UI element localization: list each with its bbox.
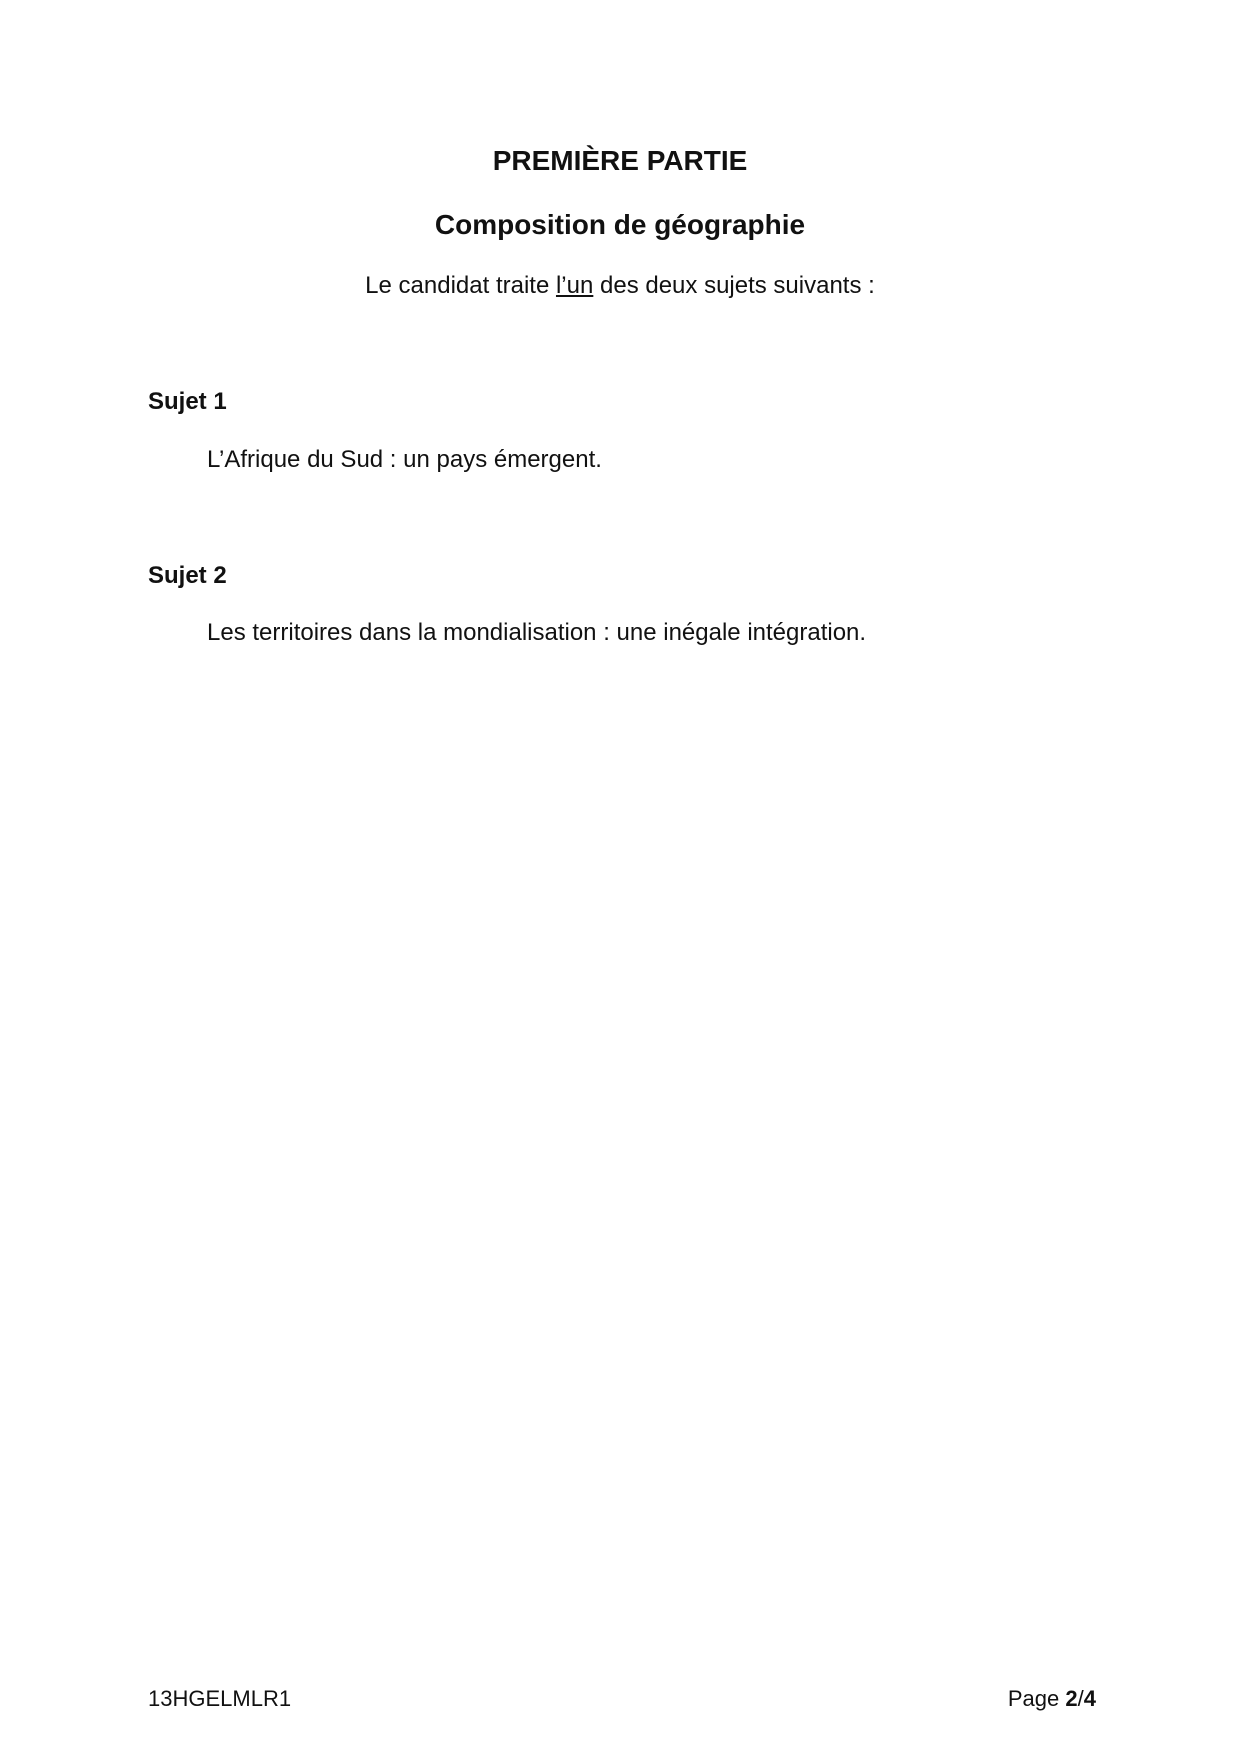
subject-2-text: Les territoires dans la mondialisation : une inégale intégration. xyxy=(207,619,867,646)
page-number xyxy=(1008,1686,1096,1712)
instruction-after: des deux sujets suivants : xyxy=(593,272,875,299)
document-code: 13HGELMLR1 xyxy=(148,1686,292,1711)
part-title: PREMIÈRE PARTIE xyxy=(492,145,748,176)
subject-1-text: L’Afrique du Sud : un pays émergent. xyxy=(207,446,602,473)
instruction-underlined: l’un xyxy=(555,272,594,299)
subject-1-label: Sujet 1 xyxy=(148,388,227,415)
page-total: 4 xyxy=(1083,1686,1096,1711)
page-prefix: Page xyxy=(1007,1686,1066,1711)
page-separator: / xyxy=(1077,1686,1084,1711)
instruction-before: Le candidat traite xyxy=(365,272,556,299)
subject-2-label: Sujet 2 xyxy=(148,562,227,589)
instruction-text xyxy=(0,272,1240,300)
section-title: Composition de géographie xyxy=(434,209,806,240)
page-current: 2 xyxy=(1065,1686,1078,1711)
